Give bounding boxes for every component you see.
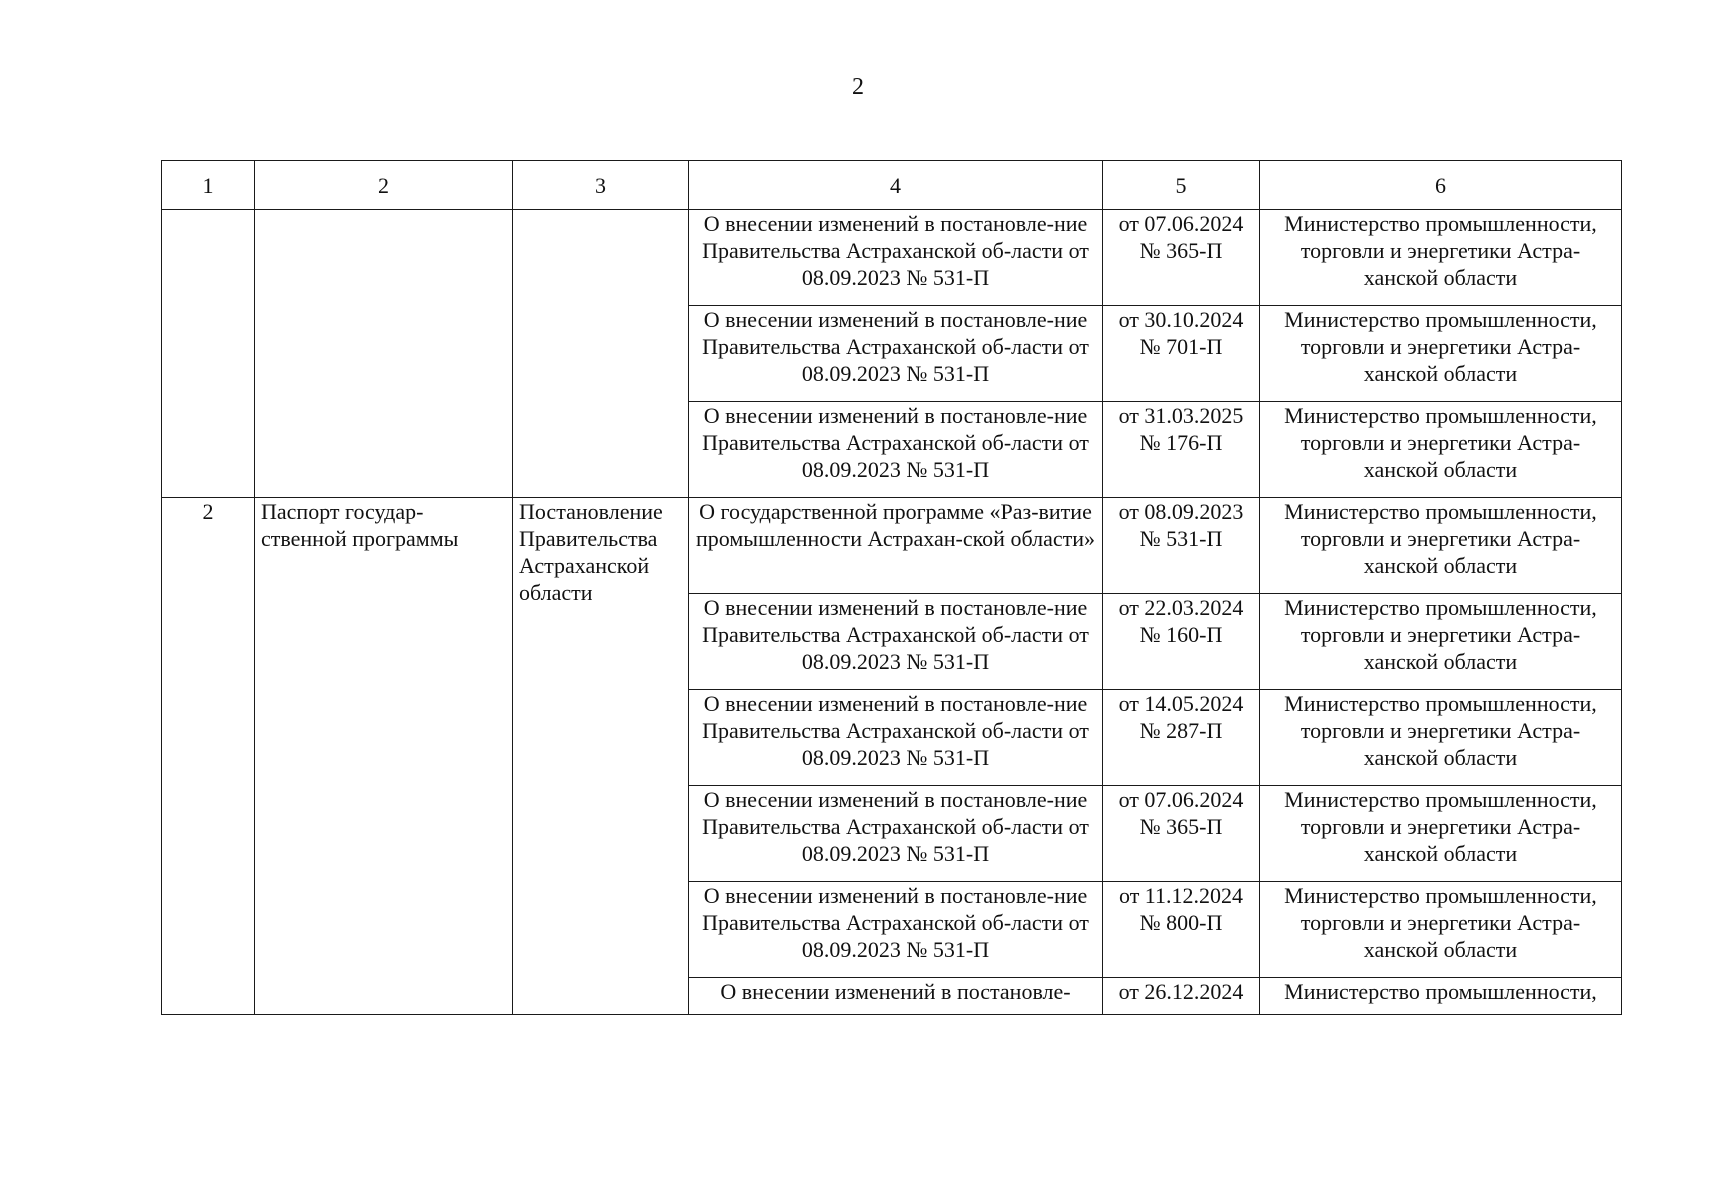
header-cell: 4 (689, 161, 1103, 210)
doc-number: № 287-П (1139, 718, 1223, 743)
responsible-org-cell: Министерство промышленности, торговли и энергетики Астра-ханской области (1260, 882, 1622, 978)
table-row (162, 210, 1622, 306)
doc-date: от 31.03.2025 (1118, 403, 1244, 428)
doc-date-number-cell (1103, 786, 1260, 882)
doc-date-number-cell (1103, 882, 1260, 978)
form-name-cell (255, 210, 513, 498)
doc-number: № 365-П (1139, 238, 1223, 263)
header-cell: 2 (255, 161, 513, 210)
doc-date: от 07.06.2024 (1118, 211, 1244, 236)
doc-date-number-cell (1103, 594, 1260, 690)
doc-date: от 30.10.2024 (1118, 307, 1244, 332)
responsible-org-cell: Министерство промышленности, торговли и энергетики Астра-ханской области (1260, 210, 1622, 306)
row-number-cell: 2 (162, 498, 255, 1015)
doc-date-number-cell (1103, 978, 1260, 1015)
doc-date: от 11.12.2024 (1118, 883, 1243, 908)
form-name-cell: Паспорт государ-ственной программы (255, 498, 513, 1015)
doc-type-cell (513, 210, 689, 498)
header-cell: 3 (513, 161, 689, 210)
responsible-org-cell: Министерство промышленности, торговли и энергетики Астра-ханской области (1260, 402, 1622, 498)
table-row (162, 498, 1622, 594)
doc-date: от 14.05.2024 (1118, 691, 1244, 716)
responsible-org-cell: Министерство промышленности, торговли и энергетики Астра-ханской области (1260, 786, 1622, 882)
doc-title-cell: О внесении изменений в постановле-ние Правительства Астраханской об-ласти от 08.09.2023 № 531-П (689, 882, 1103, 978)
header-cell: 5 (1103, 161, 1260, 210)
doc-date: от 07.06.2024 (1118, 787, 1244, 812)
doc-number: № 800-П (1139, 910, 1223, 935)
doc-title-cell: О государственной программе «Раз-витие промышленности Астрахан-ской области» (689, 498, 1103, 594)
documents-table (161, 160, 1622, 1015)
doc-number: № 160-П (1139, 622, 1223, 647)
doc-date: от 22.03.2024 (1118, 595, 1244, 620)
doc-title-cell: О внесении изменений в постановле-ние Правительства Астраханской об-ласти от 08.09.2023 № 531-П (689, 690, 1103, 786)
doc-title-cell: О внесении изменений в постановле- (689, 978, 1103, 1015)
doc-date-number-cell (1103, 402, 1260, 498)
responsible-org-cell: Министерство промышленности, торговли и энергетики Астра-ханской области (1260, 594, 1622, 690)
table-header-row (162, 161, 1622, 210)
doc-date: от 08.09.2023 (1118, 499, 1244, 524)
doc-title-cell: О внесении изменений в постановле-ние Правительства Астраханской об-ласти от 08.09.2023 № 531-П (689, 306, 1103, 402)
doc-date-number-cell (1103, 498, 1260, 594)
doc-number: № 531-П (1139, 526, 1223, 551)
doc-title-cell: О внесении изменений в постановле-ние Правительства Астраханской об-ласти от 08.09.2023 № 531-П (689, 786, 1103, 882)
doc-title-cell: О внесении изменений в постановле-ние Правительства Астраханской об-ласти от 08.09.2023 № 531-П (689, 594, 1103, 690)
doc-date-number-cell (1103, 306, 1260, 402)
responsible-org-cell: Министерство промышленности, торговли и энергетики Астра-ханской области (1260, 690, 1622, 786)
doc-date-number-cell (1103, 690, 1260, 786)
doc-date-number-cell (1103, 210, 1260, 306)
header-cell: 6 (1260, 161, 1622, 210)
page-number: 2 (852, 74, 864, 100)
doc-number: № 176-П (1139, 430, 1223, 455)
doc-number: № 365-П (1139, 814, 1223, 839)
responsible-org-cell: Министерство промышленности, торговли и энергетики Астра-ханской области (1260, 306, 1622, 402)
doc-type-cell: Постановление Правительства Астраханской области (513, 498, 689, 1015)
responsible-org-cell: Министерство промышленности, торговли и энергетики Астра-ханской области (1260, 498, 1622, 594)
doc-title-cell: О внесении изменений в постановле-ние Правительства Астраханской об-ласти от 08.09.2023 № 531-П (689, 402, 1103, 498)
row-number-cell (162, 210, 255, 498)
responsible-org-cell: Министерство промышленности, (1260, 978, 1622, 1015)
header-cell: 1 (162, 161, 255, 210)
doc-number: № 701-П (1139, 334, 1223, 359)
doc-title-cell: О внесении изменений в постановле-ние Правительства Астраханской об-ласти от 08.09.2023 № 531-П (689, 210, 1103, 306)
doc-date: от 26.12.2024 (1118, 979, 1244, 1004)
